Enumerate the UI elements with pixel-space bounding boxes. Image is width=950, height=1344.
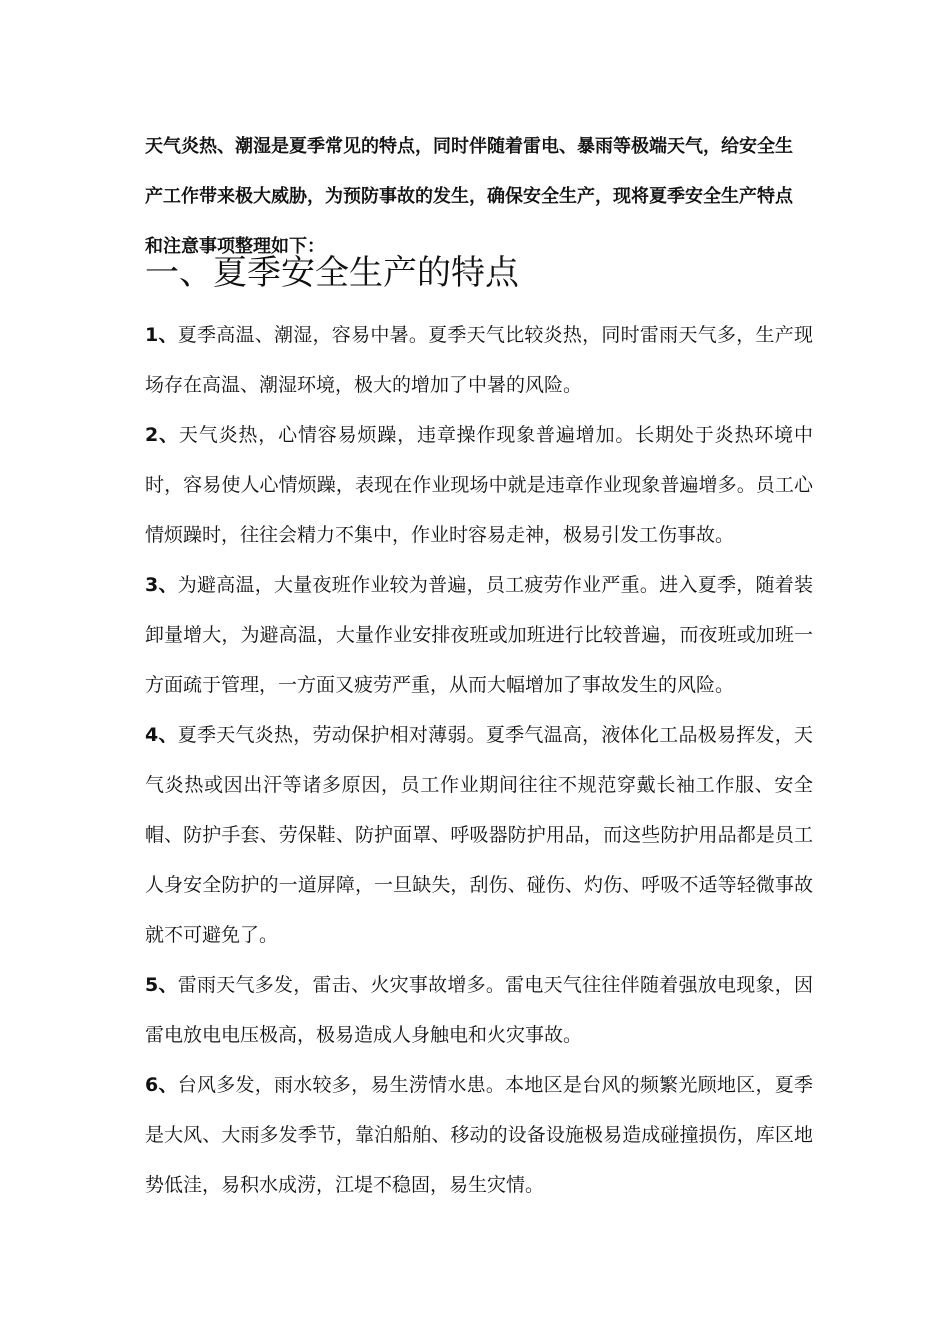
item-text: 夏季天气炎热，劳动保护相对薄弱。夏季气温高，液体化工品极易挥发，天气炎热或因出汗等诸多原因，员工作业期间往往不规范穿戴长袖工作服、安全帽、防护手套、劳保鞋、防护面罩、呼吸器防护用品，而这些防护用品都是员工人身安全防护的一道屏障，一旦缺失，刮伤、碰伤、灼伤、呼吸不适等轻微事故就不可避免了。	[145, 724, 813, 946]
item-text: 台风多发，雨水较多，易生涝情水患。本地区是台风的频繁光顾地区，夏季是大风、大雨多发季节，靠泊船舶、移动的设备设施极易造成碰撞损伤，库区地势低洼，易积水成涝，江堤不稳固，易生灾情。	[145, 1074, 813, 1196]
item-text: 为避高温，大量夜班作业较为普遍，员工疲劳作业严重。进入夏季，随着装卸量增大，为避高温，大量作业安排夜班或加班进行比较普遍，而夜班或加班一方面疏于管理，一方面又疲劳严重，从而大幅增加了事故发生的风险。	[145, 574, 813, 696]
item-text: 夏季高温、潮湿，容易中暑。夏季天气比较炎热，同时雷雨天气多，生产现场存在高温、潮湿环境，极大的增加了中暑的风险。	[145, 324, 813, 396]
item-number: 6、	[145, 1074, 178, 1096]
list-item	[145, 410, 813, 560]
intro-paragraph: 天气炎热、潮湿是夏季常见的特点，同时伴随着雷电、暴雨等极端天气，给安全生产工作带来极大威胁，为预防事故的发生，确保安全生产，现将夏季安全生产特点和注意事项整理如下：	[145, 136, 793, 257]
list-item	[145, 710, 813, 960]
list-item	[145, 310, 813, 410]
list-item	[145, 960, 813, 1060]
item-number: 4、	[145, 724, 178, 746]
list-item	[145, 1060, 813, 1210]
item-number: 1、	[145, 324, 178, 346]
feature-list	[145, 310, 813, 1210]
section-title: 一、夏季安全生产的特点	[145, 253, 519, 293]
item-text: 雷雨天气多发，雷击、火灾事故增多。雷电天气往往伴随着强放电现象，因雷电放电电压极高，极易造成人身触电和火灾事故。	[145, 974, 813, 1046]
item-text: 天气炎热，心情容易烦躁，违章操作现象普遍增加。长期处于炎热环境中时，容易使人心情烦躁，表现在作业现场中就是违章作业现象普遍增多。员工心情烦躁时，往往会精力不集中，作业时容易走神，极易引发工伤事故。	[145, 424, 813, 546]
list-item	[145, 560, 813, 710]
item-number: 3、	[145, 574, 178, 596]
item-number: 2、	[145, 424, 179, 446]
item-number: 5、	[145, 974, 178, 996]
